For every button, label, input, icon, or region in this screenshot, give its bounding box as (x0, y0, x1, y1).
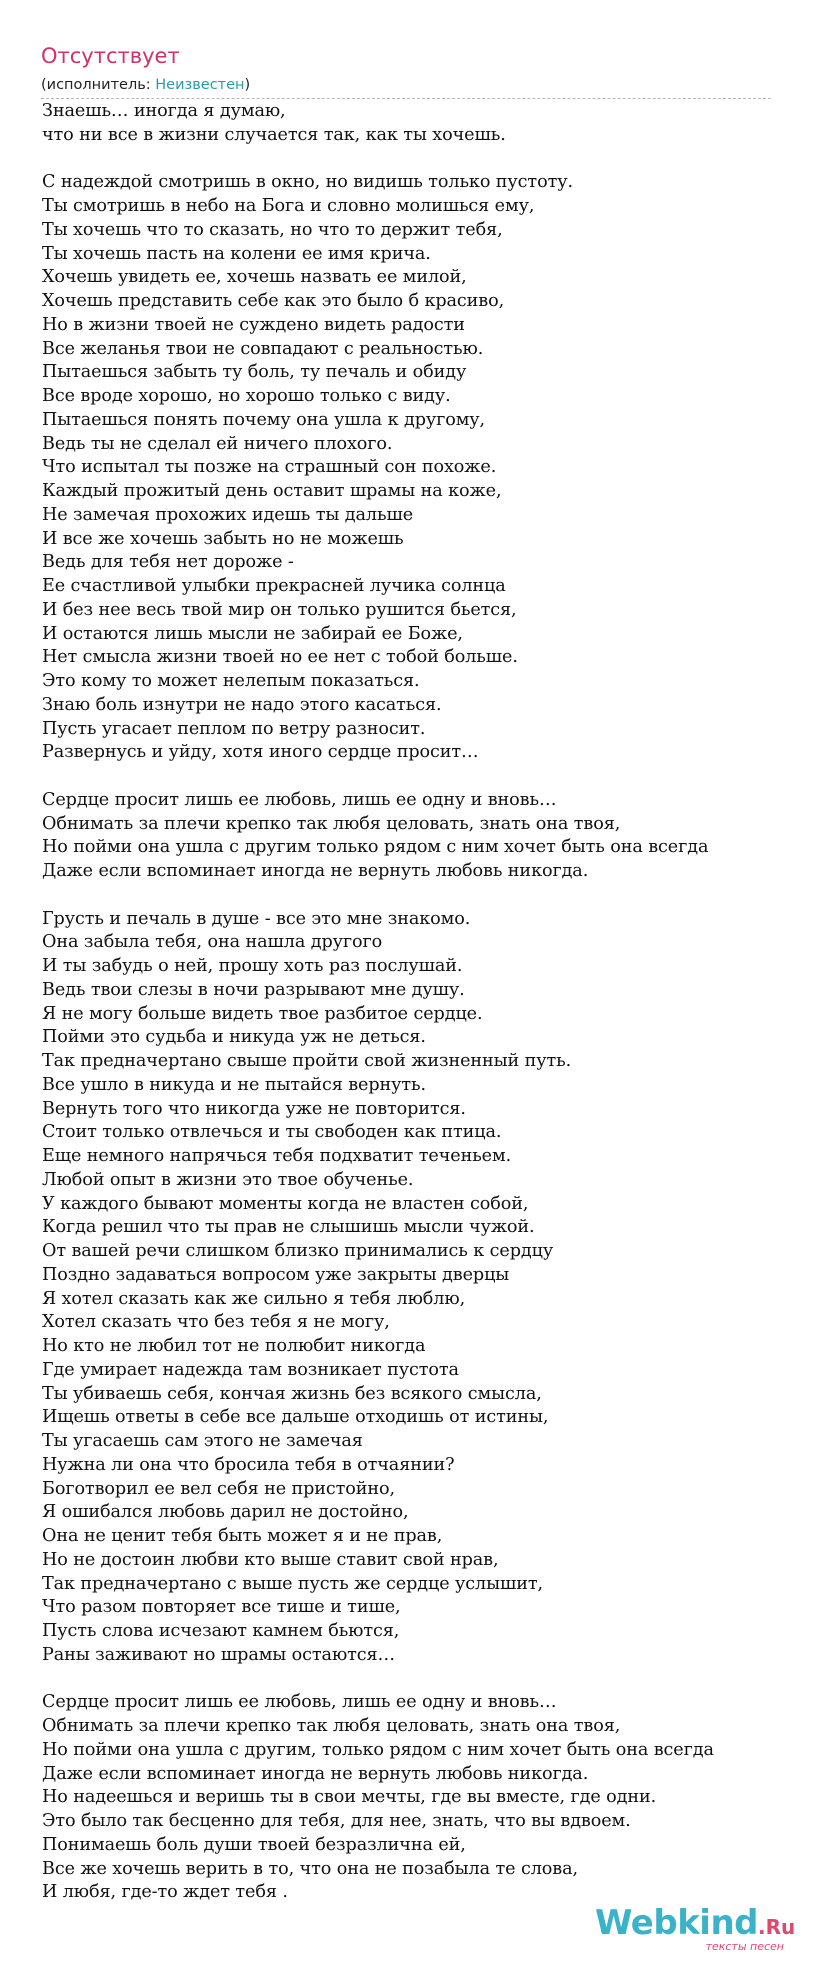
lyric-line: Все вроде хорошо, но хорошо только с виду. (42, 386, 451, 406)
lyric-line: Грусть и печаль в душе - все это мне знакомо. (42, 908, 471, 929)
lyric-line: Ты хочешь что то сказать, но что то держит тебя, (42, 219, 503, 240)
lyric-line: Где умирает надежда там возникает пустота (42, 1359, 459, 1380)
lyric-line: Это кому то может нелепым показаться. (42, 671, 420, 691)
lyric-line: Ведь для тебя нет дороже - (42, 552, 294, 573)
lyric-line: Ведь ты не сделал ей ничего плохого. (42, 433, 393, 454)
lyric-line: Я не могу больше видеть твое разбитое сердце. (42, 1003, 483, 1024)
lyric-line: Нет смысла жизни твоей но ее нет с тобой больше. (42, 647, 518, 668)
lyric-line: Но в жизни твоей не суждено видеть радости (42, 314, 465, 335)
lyric-line: Обнимать за плечи крепко так любя целовать, знать она твоя, (42, 813, 621, 834)
lyric-line: Это было так бесценно для тебя, для нее, знать, что вы вдвоем. (42, 1811, 631, 1831)
lyric-line: Но не достоин любви кто выше ставит свой нрав, (42, 1549, 499, 1570)
lyric-line: Ты хочешь пасть на колени ее имя крича. (42, 243, 431, 264)
lyric-line: У каждого бывают моменты когда не властен собой, (42, 1193, 529, 1214)
lyric-line: Любой опыт в жизни это твое обученье. (42, 1169, 414, 1190)
lyric-line: Все желанья твои не совпадают с реальностью. (42, 338, 484, 359)
lyric-line: Она не ценит тебя быть может я и не прав, (42, 1526, 443, 1546)
lyric-line: Но кто не любил тот не полюбит никогда (42, 1336, 426, 1356)
lyric-line: что ни все в жизни случается так, как ты хочешь. (42, 124, 506, 145)
lyric-line: Все же хочешь верить в то, что она не позабыла те слова, (42, 1858, 578, 1879)
lyric-line: Развернусь и уйду, хотя иного сердце просит… (42, 742, 479, 763)
lyric-line: От вашей речи слишком близко принимались к сердцу (42, 1241, 554, 1261)
site-logo[interactable] (595, 1903, 796, 1956)
lyric-line: Обнимать за плечи крепко так любя целовать, знать она твоя, (42, 1716, 621, 1736)
lyrics-stanza (42, 171, 813, 765)
artist-link[interactable]: Неизвестен (155, 77, 245, 93)
logo-wordmark: Webkind (595, 1903, 758, 1943)
logo-tld: .Ru (758, 1915, 796, 1939)
lyric-line: Когда решил что ты прав не слышишь мысли чужой. (42, 1217, 535, 1238)
lyric-line: Сердце просит лишь ее любовь, лишь ее одну и вновь… (42, 789, 557, 810)
lyric-line: Но пойми она ушла с другим только рядом с ним хочет быть она всегда (42, 837, 709, 858)
lyric-line: Ты угасаешь сам этого не замечая (42, 1431, 363, 1451)
lyric-line: Пытаешься понять почему она ушла к другому, (42, 409, 486, 430)
logo-tagline: тексты песен (705, 1940, 784, 1953)
lyric-line: Не замечая прохожих идешь ты дальше (42, 504, 414, 525)
lyric-line: Но надеешься и веришь ты в свои мечты, где вы вместе, где одни. (42, 1787, 657, 1808)
lyric-line: Знаешь… иногда я думаю, (42, 101, 286, 121)
lyric-line: И ты забудь о ней, прошу хоть раз послушай. (42, 956, 463, 976)
lyric-line: Нужна ли она что бросила тебя в отчаянии? (42, 1454, 455, 1475)
lyric-line: Что разом повторяет все тише и тише, (42, 1597, 401, 1618)
lyric-line: Знаю боль изнутри не надо этого касаться. (42, 694, 442, 715)
lyric-line: Вернуть того что никогда уже не повторится. (42, 1098, 466, 1119)
lyric-line: Ее счастливой улыбки прекрасней лучика солнца (42, 576, 506, 596)
lyric-line: Поздно задаваться вопросом уже закрыты дверцы (42, 1264, 510, 1285)
lyric-line: Стоит только отвлечься и ты свободен как птица. (42, 1122, 502, 1143)
lyric-line: И без нее весь твой мир он только рушится бьется, (42, 599, 517, 620)
lyrics-stanza (42, 789, 813, 884)
artist-suffix: ) (244, 77, 251, 93)
lyric-line: Ты убиваешь себя, кончая жизнь без всякого смысла, (42, 1383, 542, 1404)
artist-line (41, 74, 771, 99)
lyric-line: И остаются лишь мысли не забирай ее Боже, (42, 623, 463, 644)
lyric-line: Так предначертано свыше пройти свой жизненный путь. (42, 1051, 572, 1071)
lyrics-stanza (42, 1691, 813, 1905)
lyric-line: Боготворил ее вел себя не пристойно, (42, 1478, 396, 1499)
lyric-line: И все же хочешь забыть но не можешь (42, 528, 404, 549)
lyric-line: Так предначертано с выше пусть же сердце услышит, (42, 1573, 544, 1594)
lyric-line: Пытаешься забыть ту боль, ту печаль и обиду (42, 362, 467, 383)
lyric-line: И любя, где-то ждет тебя . (42, 1882, 288, 1903)
lyric-line: Пойми это судьба и никуда уж не деться. (42, 1027, 426, 1048)
lyrics-stanza (42, 908, 813, 1668)
lyric-line: Пусть слова исчезают камнем бьются, (42, 1621, 400, 1641)
lyric-line: Что испытал ты позже на страшный сон похоже. (42, 457, 497, 478)
lyrics-body (42, 100, 813, 1929)
lyric-line: С надеждой смотришь в окно, но видишь только пустоту. (42, 172, 573, 193)
lyric-line: Ведь твои слезы в ночи разрывают мне душу. (42, 979, 465, 1000)
song-header (41, 38, 771, 99)
lyric-line: Понимаешь боль души твоей безразлична ей, (42, 1834, 466, 1855)
lyric-line: Она забыла тебя, она нашла другого (42, 932, 383, 953)
lyric-line: Ищешь ответы в себе все дальше отходишь от истины, (42, 1407, 549, 1428)
lyric-line: Все ушло в никуда и не пытайся вернуть. (42, 1074, 427, 1095)
lyric-line: Сердце просит лишь ее любовь, лишь ее одну и вновь… (42, 1692, 557, 1713)
lyric-line: Хочешь представить себе как это было б красиво, (42, 291, 505, 311)
song-title: Отсутствует (41, 44, 180, 68)
lyric-line: Хотел сказать что без тебя я не могу, (42, 1312, 390, 1333)
lyrics-stanza (42, 100, 813, 148)
lyric-line: Я хотел сказать как же сильно я тебя люблю, (42, 1288, 466, 1309)
lyric-line: Но пойми она ушла с другим, только рядом с ним хочет быть она всегда (42, 1739, 714, 1760)
lyric-line: Пусть угасает пеплом по ветру разносит. (42, 718, 426, 739)
lyric-line: Ты смотришь в небо на Бога и словно молишься ему, (42, 196, 535, 216)
lyric-line: Даже если вспоминает иногда не вернуть любовь никогда. (42, 861, 589, 881)
lyric-line: Раны заживают но шрамы остаются… (42, 1644, 396, 1665)
lyric-line: Даже если вспоминает иногда не вернуть любовь никогда. (42, 1763, 589, 1784)
lyric-line: Каждый прожитый день оставит шрамы на коже, (42, 481, 502, 501)
lyric-line: Хочешь увидеть ее, хочешь назвать ее милой, (42, 267, 467, 288)
lyric-line: Я ошибался любовь дарил не достойно, (42, 1502, 409, 1523)
lyric-line: Еще немного напрячься тебя подхватит теченьем. (42, 1146, 512, 1166)
artist-prefix: (исполнитель: (41, 77, 156, 93)
